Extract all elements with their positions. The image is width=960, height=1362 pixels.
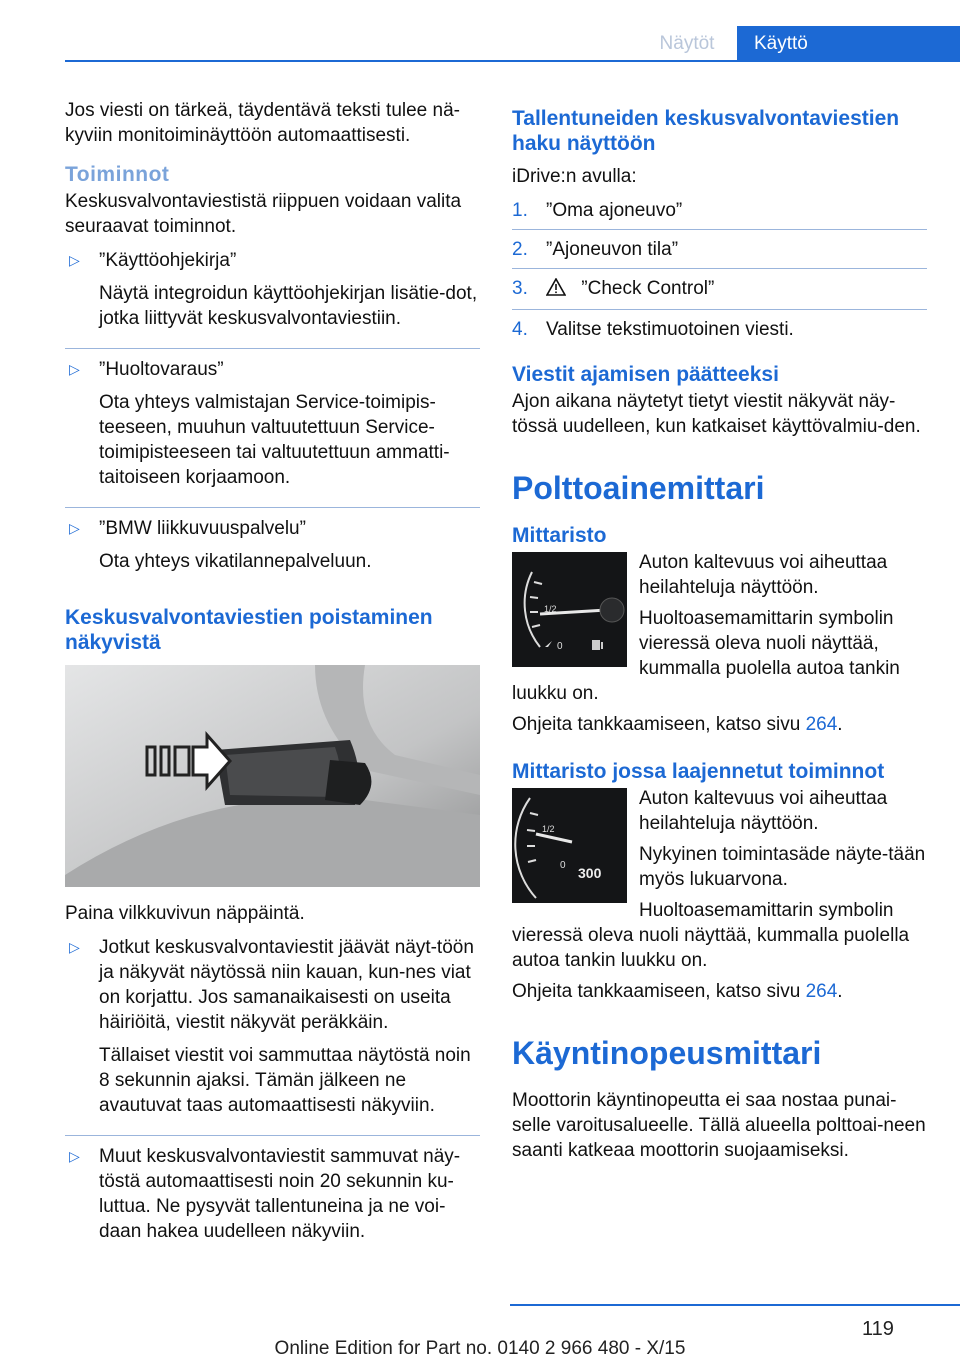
function-text: Ota yhteys valmistajan Service-toimipis‐teeseen, muuhun valtuutettuun Service-toimipisteeseen tai valtuutettuun ammatti‐taitoiseen korjaamoon. (99, 392, 450, 488)
function-text: Näytä integroidun käyttöohjekirjan lisätie‐dot, jotka liittyvät keskusvalvontaviestiin. (99, 283, 478, 329)
list-item (512, 317, 927, 348)
extended-text: Auton kaltevuus voi aiheuttaa heilahteluja näyttöön. (639, 788, 888, 834)
header-divider (65, 60, 960, 62)
tachometer-heading: Käyntinopeusmittari (512, 1035, 822, 1071)
note-text: Jotkut keskusvalvontaviestit jäävät näyt‐töön ja näkyvät näytössä niin kauan, kun‐nes viat on korjattu. Jos samanaikaisesti on useita häiriöitä, viestit näkyvät peräkkäin. (99, 937, 474, 1033)
steps-list (512, 198, 927, 348)
gauge-zero-label: 0 (560, 860, 566, 871)
page-link-264[interactable]: 264 (805, 981, 838, 1002)
remove-heading: Keskusvalvontaviestien poistaminen näkyvistä (65, 606, 433, 654)
extended-text: Nykyinen toimintasäde näyte‐tään myös lukuarvona. (639, 844, 926, 890)
gauge-zero-label: 0 (557, 641, 563, 652)
list-item (65, 248, 480, 349)
extended-text: Huoltoasemamittarin symbolin vieressä oleva nuoli näyttää, kummalla puolella autoa tankin luukku on. (512, 900, 910, 971)
range-value: 300 (578, 865, 602, 881)
saved-messages-heading: Tallentuneiden keskusvalvontaviestien haku näyttöön (512, 107, 900, 155)
step-number: 3. (512, 278, 528, 299)
left-column (65, 98, 480, 1269)
refuel-reference: Ohjeita tankkaamiseen, katso sivu 264. (512, 714, 843, 735)
tab-naytot[interactable]: Näytöt (659, 33, 715, 54)
functions-heading: Toiminnot (65, 163, 170, 186)
step-text: ”Ajoneuvon tila” (546, 239, 679, 260)
right-column (512, 98, 927, 1172)
refuel-reference: Ohjeita tankkaamiseen, katso sivu 264. (512, 981, 843, 1002)
step-number: 1. (512, 200, 528, 221)
triangle-bullet-icon: ▷ (69, 939, 80, 955)
functions-list (65, 248, 480, 591)
page-number: 119 (862, 1318, 894, 1340)
gauge-half-label: 1/2 (544, 604, 557, 614)
fuel-gauge-heading: Polttoainemittari (512, 470, 765, 506)
fuel-gauge-image (512, 552, 627, 667)
list-item (65, 935, 480, 1136)
function-text: Ota yhteys vikatilannepalveluun. (99, 551, 372, 572)
extended-cluster-section (512, 786, 927, 1004)
list-item (512, 237, 927, 269)
list-item (512, 198, 927, 230)
list-item (65, 357, 480, 508)
step-number: 4. (512, 319, 528, 340)
extended-cluster-heading: Mittaristo jossa laajennetut toiminnot (512, 760, 885, 783)
page-link-264[interactable]: 264 (805, 714, 838, 735)
step-text: ”Check Control” (581, 278, 715, 299)
cluster-heading: Mittaristo (512, 524, 607, 547)
step-number: 2. (512, 239, 528, 260)
triangle-bullet-icon: ▷ (69, 520, 80, 536)
triangle-bullet-icon: ▷ (69, 1148, 80, 1164)
cluster-text: Huoltoasemamittarin symbolin vieressä oleva nuoli näyttää, kummalla puolella autoa tankin luukku on. (512, 608, 900, 704)
turn-signal-lever-photo (65, 665, 480, 887)
note-text: Tällaiset viestit voi sammuttaa näytöstä noin 8 sekunnin ajaksi. Tämän jälkeen ne avautuvat taas automaattisesti näkyviin. (99, 1045, 471, 1116)
gauge-half-label: 1/2 (542, 824, 555, 834)
triangle-bullet-icon: ▷ (69, 361, 80, 377)
function-title: ”Käyttöohjekirja” (99, 250, 237, 271)
refuel-prefix: Ohjeita tankkaamiseen, katso sivu (512, 981, 806, 1002)
cluster-text: Auton kaltevuus voi aiheuttaa heilahteluja näyttöön. (639, 552, 888, 598)
cluster-section (512, 550, 927, 737)
function-title: ”BMW liikkuvuuspalvelu” (99, 518, 306, 539)
photo-caption: Paina vilkkuvivun näppäintä. (65, 903, 305, 924)
tachometer-text: Moottorin käyntinopeutta ei saa nostaa punai‐selle varoitusalueelle. Tällä alueella polttoai‐neen saanti katkeaa moottorin suojaamiseksi. (512, 1090, 926, 1161)
functions-intro: Keskusvalvontaviestistä riippuen voidaan valita seuraavat toiminnot. (65, 191, 462, 237)
saved-messages-text: iDrive:n avulla: (512, 166, 637, 187)
step-text: ”Oma ajoneuvo” (546, 200, 683, 221)
notes-list (65, 935, 480, 1261)
end-of-drive-text: Ajon aikana näytetyt tietyt viestit näkyvät näy‐tössä uudelleen, kun katkaiset käyttövalmiu‐den. (512, 391, 921, 437)
refuel-prefix: Ohjeita tankkaamiseen, katso sivu (512, 714, 806, 735)
edition-footer: Online Edition for Part no. 0140 2 966 480 - X/15 (274, 1338, 686, 1359)
note-text: Muut keskusvalvontaviestit sammuvat näy‐töstä automaattisesti noin 20 sekunnin ku‐luttua. Ne pysyvät tallentuneina ja ne voi‐daan hakea uudelleen näkyviin. (99, 1146, 461, 1242)
tab-kaytto[interactable]: Käyttö (737, 26, 960, 62)
end-of-drive-heading: Viestit ajamisen päätteeksi (512, 363, 779, 386)
list-item (512, 276, 927, 310)
intro-text: Jos viesti on tärkeä, täydentävä teksti tulee nä‐kyviin monitoiminäyttöön automaattisesti. (65, 100, 460, 146)
warning-triangle-icon (546, 278, 566, 303)
footer-divider (510, 1304, 960, 1306)
step-text: Valitse tekstimuotoinen viesti. (546, 319, 794, 340)
extended-fuel-gauge-image (512, 788, 627, 903)
list-item (65, 516, 480, 591)
triangle-bullet-icon: ▷ (69, 252, 80, 268)
list-item (65, 1144, 480, 1261)
function-title: ”Huoltovaraus” (99, 359, 224, 380)
